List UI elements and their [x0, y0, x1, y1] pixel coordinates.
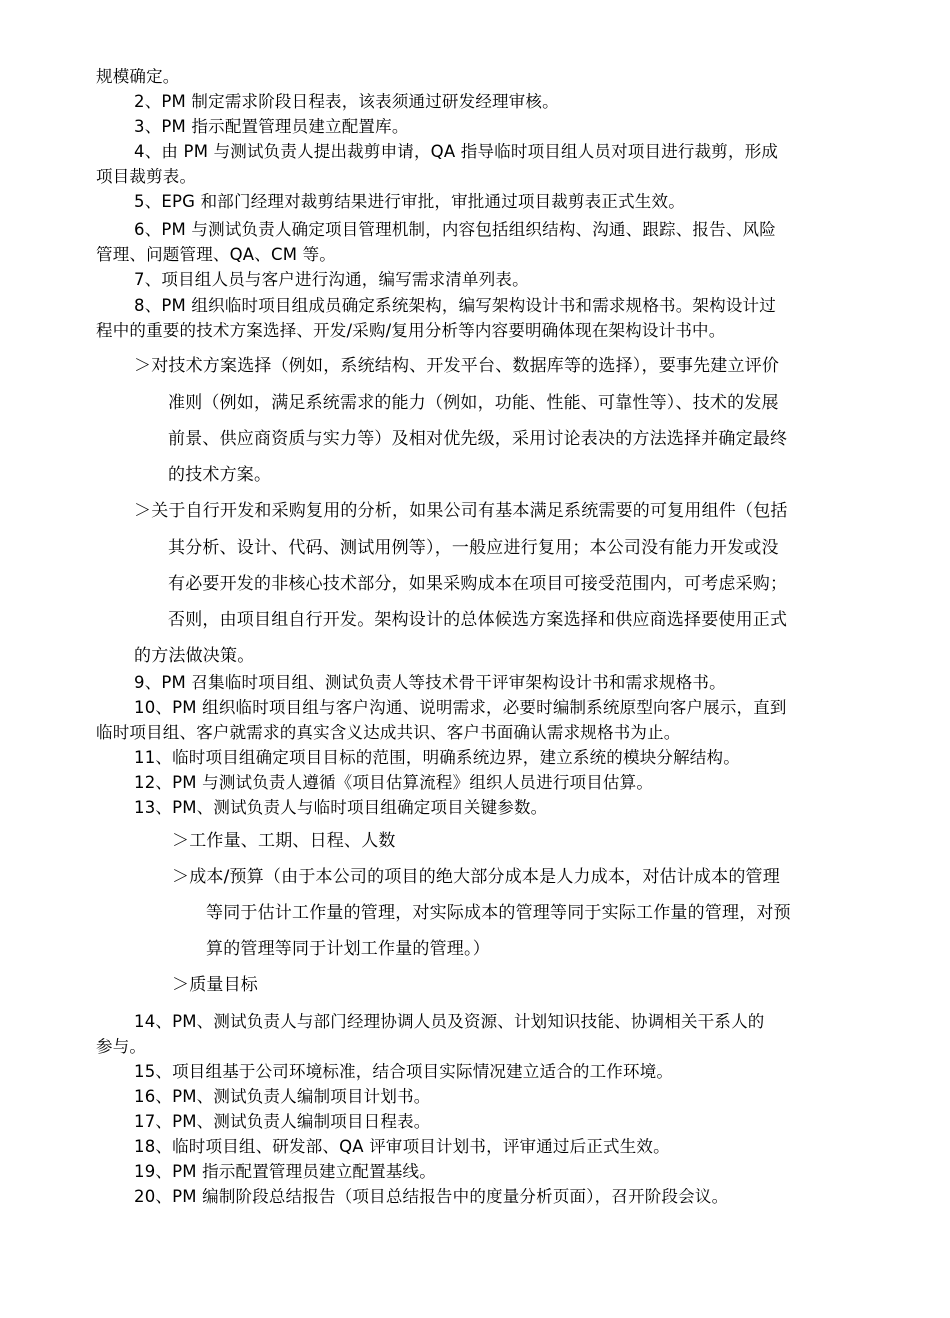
text-line: 12、PM 与测试负责人遵循《项目估算流程》组织人员进行项目估算。 [134, 773, 654, 792]
text-line: 规模确定。 [96, 67, 180, 86]
text-line: 18、临时项目组、研发部、QA 评审项目计划书，评审通过后正式生效。 [134, 1137, 670, 1156]
text-line: 6、PM 与测试负责人确定项目管理机制，内容包括组织结构、沟通、跟踪、报告、风险 [134, 220, 776, 239]
text-line: 7、项目组人员与客户进行沟通，编写需求清单列表。 [134, 270, 529, 289]
text-line: 17、PM、测试负责人编制项目日程表。 [134, 1112, 431, 1131]
text-line: 8、PM 组织临时项目组成员确定系统架构，编写架构设计书和需求规格书。架构设计过 [134, 296, 776, 315]
text-line: 其分析、设计、代码、测试用例等），一般应进行复用；本公司没有能力开发或没 [168, 538, 779, 558]
text-line: ＞关于自行开发和采购复用的分析，如果公司有基本满足系统需要的可复用组件（包括 [134, 501, 788, 521]
text-line: 临时项目组、客户就需求的真实含义达成共识、客户书面确认需求规格书为止。 [96, 723, 681, 742]
text-line: 9、PM 召集临时项目组、测试负责人等技术骨干评审架构设计书和需求规格书。 [134, 673, 726, 692]
text-line: 算的管理等同于计划工作量的管理。） [206, 939, 490, 959]
text-line: ＞工作量、工期、日程、人数 [172, 831, 396, 851]
text-line: ＞成本/预算（由于本公司的项目的绝大部分成本是人力成本，对估计成本的管理 [172, 867, 780, 887]
text-line: 前景、供应商资质与实力等）及相对优先级，采用讨论表决的方法选择并确定最终 [168, 429, 788, 449]
text-line: 的技术方案。 [168, 465, 272, 485]
text-line: 10、PM 组织临时项目组与客户沟通、说明需求，必要时编制系统原型向客户展示，直到 [134, 698, 787, 717]
text-line: 否则，由项目组自行开发。架构设计的总体候选方案选择和供应商选择要使用正式 [168, 610, 788, 630]
text-line: 16、PM、测试负责人编制项目计划书。 [134, 1087, 431, 1106]
text-line: 项目裁剪表。 [96, 167, 197, 186]
text-line: ＞质量目标 [172, 975, 258, 995]
text-line: 20、PM 编制阶段总结报告（项目总结报告中的度量分析页面），召开阶段会议。 [134, 1187, 729, 1206]
text-line: 4、由 PM 与测试负责人提出裁剪申请，QA 指导临时项目组人员对项目进行裁剪，形成 [134, 142, 779, 161]
text-line: 19、PM 指示配置管理员建立配置基线。 [134, 1162, 436, 1181]
text-line: ＞对技术方案选择（例如，系统结构、开发平台、数据库等的选择），要事先建立评价 [134, 356, 780, 376]
text-line: 准则（例如，满足系统需求的能力（例如，功能、性能、可靠性等）、技术的发展 [168, 393, 779, 413]
text-line: 有必要开发的非核心技术部分，如果采购成本在项目可接受范围内，可考虑采购； [168, 574, 788, 594]
text-line: 14、PM、测试负责人与部门经理协调人员及资源、计划知识技能、协调相关干系人的 [134, 1012, 765, 1031]
text-line: 11、临时项目组确定项目目标的范围，明确系统边界，建立系统的模块分解结构。 [134, 748, 740, 767]
text-line: 15、项目组基于公司环境标准，结合项目实际情况建立适合的工作环境。 [134, 1062, 674, 1081]
text-line: 参与。 [96, 1037, 147, 1056]
text-line: 等同于估计工作量的管理，对实际成本的管理等同于实际工作量的管理，对预 [206, 903, 791, 923]
text-line: 2、PM 制定需求阶段日程表，该表须通过研发经理审核。 [134, 92, 559, 111]
text-line: 程中的重要的技术方案选择、开发/采购/复用分析等内容要明确体现在架构设计书中。 [96, 321, 726, 340]
text-line: 的方法做决策。 [134, 646, 255, 666]
text-line: 5、EPG 和部门经理对裁剪结果进行审批，审批通过项目裁剪表正式生效。 [134, 192, 685, 211]
text-line: 13、PM、测试负责人与临时项目组确定项目关键参数。 [134, 798, 548, 817]
text-line: 管理、问题管理、QA、CM 等。 [96, 245, 336, 264]
text-line: 3、PM 指示配置管理员建立配置库。 [134, 117, 409, 136]
